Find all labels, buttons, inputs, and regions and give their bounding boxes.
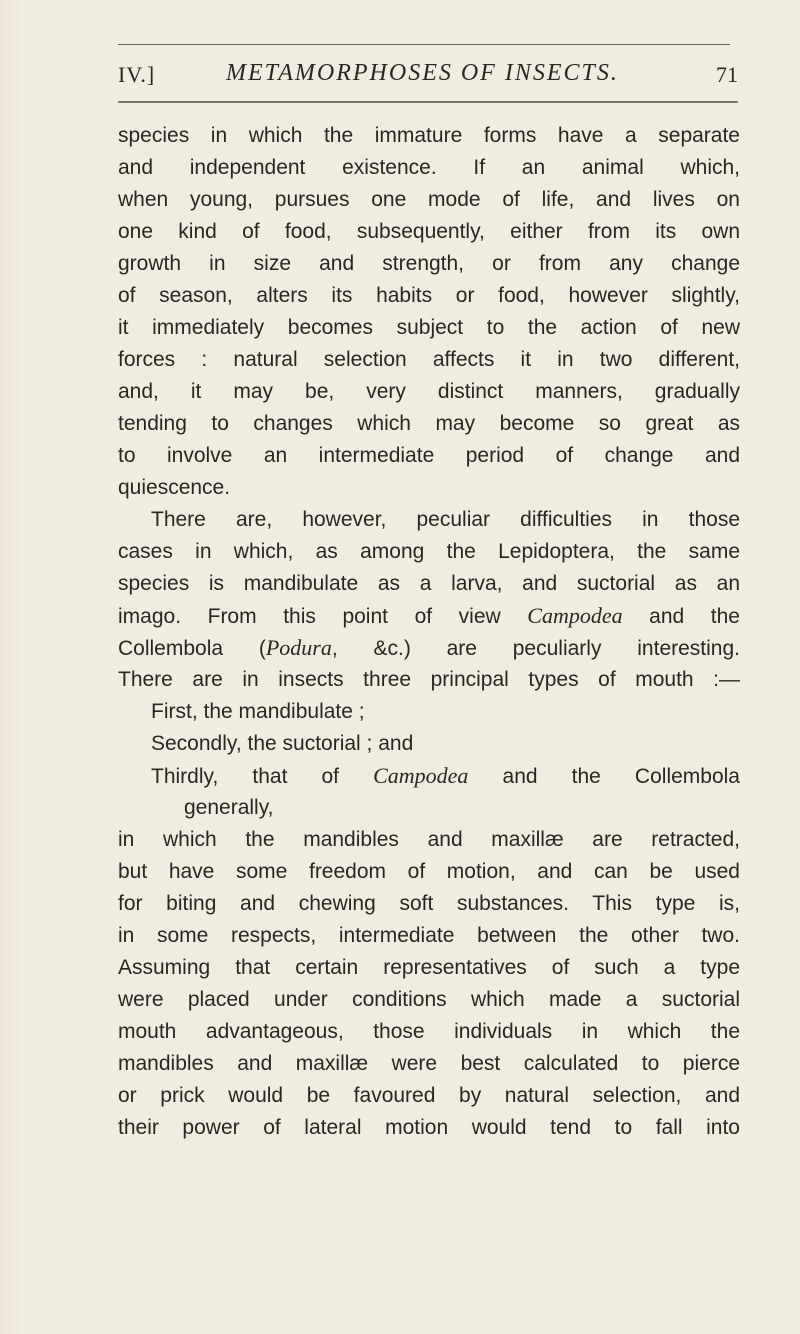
text-line: and, it may be, very distinct manners, gradually xyxy=(118,380,740,403)
text-line: growth in size and strength, or from any change xyxy=(118,252,740,275)
text-line: species in which the immature forms have a separate xyxy=(118,124,740,147)
text-line: Collembola (Podura, &c.) are peculiarly interesting. xyxy=(118,635,740,660)
running-title: METAMORPHOSES OF INSECTS. xyxy=(226,60,619,86)
list-item-continuation: generally, xyxy=(184,796,274,819)
text-line: species is mandibulate as a larva, and suctorial as an xyxy=(118,572,740,595)
text-line: mandibles and maxillæ were best calculated to pierce xyxy=(118,1052,740,1075)
text-line: mouth advantageous, those individuals in which the xyxy=(118,1020,740,1043)
text-line: for biting and chewing soft substances. This type is, xyxy=(118,892,740,915)
text-line: There are in insects three principal types of mouth :— xyxy=(118,668,740,691)
text-line: one kind of food, subsequently, either from its own xyxy=(118,220,740,243)
header-rule xyxy=(118,101,738,103)
text-line: in some respects, intermediate between the other two. xyxy=(118,924,740,947)
text-line: of season, alters its habits or food, however slightly, xyxy=(118,284,740,307)
genus-name: Campodea xyxy=(527,603,623,628)
body-text xyxy=(118,120,740,1144)
page-number: 71 xyxy=(716,62,738,87)
text-line: it immediately becomes subject to the action of new xyxy=(118,316,740,339)
list-item: Thirdly, that of Campodea and the Collembola xyxy=(151,763,740,788)
genus-name: Campodea xyxy=(373,763,469,788)
chapter-number: IV.] xyxy=(118,62,156,87)
text-line: were placed under conditions which made a suctorial xyxy=(118,988,740,1011)
page-edge-shadow xyxy=(0,0,22,1334)
text-line: tending to changes which may become so great as xyxy=(118,412,740,435)
paragraph-start-line: There are, however, peculiar difficulties in those xyxy=(151,508,740,531)
text-line: imago. From this point of view Campodea and the xyxy=(118,603,740,628)
text-line: in which the mandibles and maxillæ are retracted, xyxy=(118,828,740,851)
top-rule xyxy=(118,44,730,45)
list-item: Secondly, the suctorial ; and xyxy=(151,732,414,755)
text-line: and independent existence. If an animal which, xyxy=(118,156,740,179)
text-line: their power of lateral motion would tend to fall into xyxy=(118,1116,740,1139)
text-line: cases in which, as among the Lepidoptera, the same xyxy=(118,540,740,563)
text-line: Assuming that certain representatives of such a type xyxy=(118,956,740,979)
list-item: First, the mandibulate ; xyxy=(151,700,365,723)
running-header xyxy=(118,62,738,92)
text-line: to involve an intermediate period of change and xyxy=(118,444,740,467)
text-line: when young, pursues one mode of life, and lives on xyxy=(118,188,740,211)
text-line: or prick would be favoured by natural selection, and xyxy=(118,1084,740,1107)
genus-name: Podura xyxy=(265,635,332,660)
text-line: quiescence. xyxy=(118,476,231,499)
text-line: but have some freedom of motion, and can be used xyxy=(118,860,740,883)
text-line: forces : natural selection affects it in two different, xyxy=(118,348,740,371)
